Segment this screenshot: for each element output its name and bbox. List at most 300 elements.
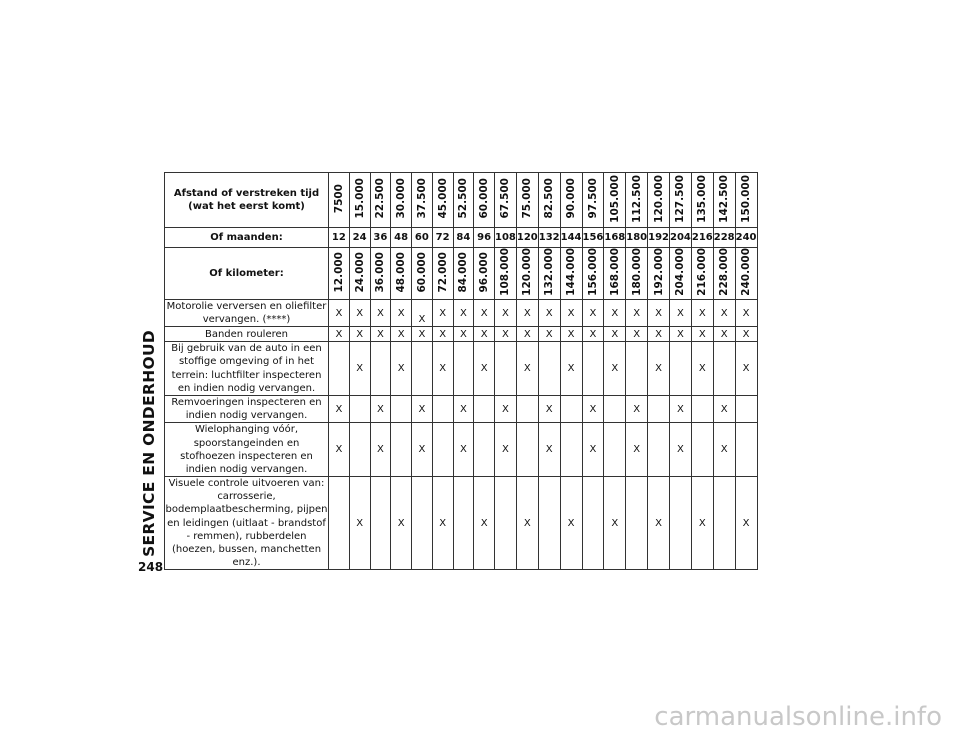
kilometer-value: 132.000 <box>543 248 556 296</box>
distance-cell <box>474 173 495 228</box>
kilometer-value: 192.000 <box>652 248 665 296</box>
month-value: 12 <box>329 228 350 248</box>
distance-value: 90.000 <box>565 178 578 219</box>
distance-cell <box>560 173 582 228</box>
service-mark <box>432 327 453 342</box>
service-mark <box>474 327 495 342</box>
service-mark <box>538 423 560 477</box>
service-mark-value: X <box>523 363 531 375</box>
service-mark <box>349 477 370 570</box>
section-title-text: SERVICE EN ONDERHOUD <box>140 330 158 557</box>
service-mark <box>648 423 670 477</box>
task-row <box>165 342 758 396</box>
service-mark-value: X <box>677 444 684 456</box>
kilometer-cell <box>432 248 453 300</box>
service-mark <box>453 327 474 342</box>
service-mark <box>412 342 433 396</box>
service-mark <box>560 299 582 326</box>
service-mark <box>516 342 538 396</box>
service-mark-value: X <box>720 444 728 456</box>
service-mark-value: X <box>611 307 619 319</box>
service-mark <box>648 395 670 422</box>
service-mark <box>329 327 350 342</box>
service-mark <box>713 395 735 422</box>
kilometer-value: 144.000 <box>565 248 578 296</box>
service-mark-value: X <box>397 517 405 529</box>
kilometers-row <box>165 248 758 300</box>
kilometer-cell <box>453 248 474 300</box>
kilometer-value: 168.000 <box>608 248 621 296</box>
service-mark-value: X <box>677 328 684 340</box>
service-mark <box>626 395 648 422</box>
kilometer-value: 216.000 <box>696 248 709 296</box>
kilometer-cell <box>713 248 735 300</box>
service-mark-value: X <box>335 307 343 319</box>
service-mark <box>626 327 648 342</box>
service-mark <box>604 342 626 396</box>
month-value: 216 <box>691 228 713 248</box>
distance-cell <box>735 173 757 228</box>
task-row <box>165 423 758 477</box>
distance-cell <box>391 173 412 228</box>
service-mark <box>391 342 412 396</box>
service-mark-value: X <box>523 307 531 319</box>
distance-cell <box>453 173 474 228</box>
distance-cell <box>626 173 648 228</box>
task-label: Motorolie verversen en oliefilter vervangen. (****) <box>165 299 329 326</box>
service-mark <box>713 423 735 477</box>
watermark: carmanualsonline.info <box>654 702 942 732</box>
service-mark-value: X <box>439 328 447 340</box>
month-value: 240 <box>735 228 757 248</box>
service-mark <box>648 299 670 326</box>
service-mark <box>670 395 692 422</box>
service-mark <box>604 299 626 326</box>
service-mark <box>370 477 391 570</box>
kilometer-cell <box>516 248 538 300</box>
service-mark <box>370 299 391 326</box>
service-mark <box>349 342 370 396</box>
service-mark <box>582 342 604 396</box>
distance-cell <box>604 173 626 228</box>
service-mark-value: X <box>567 307 575 319</box>
kilometer-cell <box>391 248 412 300</box>
month-value: 108 <box>495 228 517 248</box>
kilometer-value: 120.000 <box>521 248 534 296</box>
kilometer-value: 84.000 <box>457 251 470 293</box>
service-mark <box>391 299 412 326</box>
service-mark-value: X <box>698 307 706 319</box>
service-mark <box>560 327 582 342</box>
month-value: 228 <box>713 228 735 248</box>
service-mark <box>516 299 538 326</box>
service-mark <box>412 327 433 342</box>
service-mark-value: X <box>720 403 728 415</box>
kilometer-value: 48.000 <box>395 251 408 293</box>
service-mark <box>604 327 626 342</box>
service-mark-value: X <box>335 328 343 340</box>
service-mark <box>412 299 433 326</box>
distance-value: 135.000 <box>696 174 709 223</box>
distance-cell <box>648 173 670 228</box>
task-row <box>165 477 758 570</box>
distance-value: 105.000 <box>608 174 621 223</box>
service-mark <box>670 342 692 396</box>
service-mark-value: X <box>545 444 553 456</box>
month-value: 84 <box>453 228 474 248</box>
service-mark <box>453 395 474 422</box>
service-mark <box>691 327 713 342</box>
service-mark <box>713 342 735 396</box>
service-mark <box>474 342 495 396</box>
kilometer-cell <box>349 248 370 300</box>
service-mark-value: X <box>655 307 662 319</box>
service-mark <box>516 327 538 342</box>
service-mark <box>735 423 757 477</box>
service-mark-value: X <box>655 363 662 375</box>
service-mark <box>370 423 391 477</box>
kilometer-value: 60.000 <box>415 251 428 293</box>
distance-cell <box>329 173 350 228</box>
service-mark-value: X <box>545 328 553 340</box>
distance-cell <box>713 173 735 228</box>
distance-value: 60.000 <box>478 178 491 219</box>
service-mark-value: X <box>567 517 575 529</box>
kilometer-value: 180.000 <box>630 248 643 296</box>
distance-cell <box>370 173 391 228</box>
service-mark-value: X <box>589 403 597 415</box>
service-mark <box>582 477 604 570</box>
task-label: Bij gebruik van de auto in een stoffige omgeving of in het terrein: luchtfilter inspecteren en indien nodig vervangen. <box>165 342 329 396</box>
kilometer-cell <box>735 248 757 300</box>
kilometer-cell <box>582 248 604 300</box>
service-mark <box>370 395 391 422</box>
service-mark <box>713 327 735 342</box>
service-mark <box>412 395 433 422</box>
service-mark-value: X <box>742 307 750 319</box>
service-mark <box>670 327 692 342</box>
kilometer-cell <box>474 248 495 300</box>
service-mark-value: X <box>502 444 509 456</box>
service-mark-value: X <box>589 444 597 456</box>
kilometer-cell <box>626 248 648 300</box>
distance-cell <box>582 173 604 228</box>
service-mark-value: X <box>502 307 509 319</box>
service-mark <box>474 423 495 477</box>
service-mark <box>329 342 350 396</box>
distance-value: 45.000 <box>436 178 449 219</box>
service-mark-value: X <box>698 328 706 340</box>
service-mark-value: X <box>523 328 531 340</box>
service-mark-value: X <box>459 444 467 456</box>
service-mark <box>391 477 412 570</box>
service-mark <box>538 327 560 342</box>
service-mark <box>691 477 713 570</box>
distance-value: 97.500 <box>586 178 599 219</box>
distance-value: 150.000 <box>740 174 753 223</box>
service-mark <box>604 477 626 570</box>
service-mark <box>691 342 713 396</box>
service-mark <box>329 423 350 477</box>
kilometer-cell <box>691 248 713 300</box>
service-mark <box>670 299 692 326</box>
month-value: 120 <box>516 228 538 248</box>
service-mark <box>495 395 517 422</box>
service-mark-value: X <box>397 328 405 340</box>
service-mark-value: X <box>720 307 728 319</box>
service-mark-value: X <box>633 307 641 319</box>
service-mark-value: X <box>418 328 426 340</box>
service-mark <box>626 423 648 477</box>
distance-cell <box>670 173 692 228</box>
service-mark <box>538 299 560 326</box>
kilometer-value: 36.000 <box>374 251 387 293</box>
service-mark <box>735 395 757 422</box>
task-label: Visuele controle uitvoeren van: carrosserie, bodemplaatbescherming, pijpen en leidingen (uitlaat - brandstof - remmen), rubberdelen (hoezen, bussen, manchetten enz.). <box>165 478 328 569</box>
distance-cell <box>691 173 713 228</box>
service-mark-value: X <box>611 517 619 529</box>
month-value: 24 <box>349 228 370 248</box>
distance-value: 120.000 <box>652 174 665 223</box>
distance-value: 127.500 <box>674 174 687 223</box>
task-label: Wielophanging vóór, spoorstangeinden en stofhoezen inspecteren en indien nodig vervangen. <box>165 423 329 477</box>
service-mark-value: X <box>589 328 597 340</box>
kilometer-value: 24.000 <box>353 251 366 293</box>
service-mark-value: X <box>720 328 728 340</box>
service-mark-value: X <box>611 328 619 340</box>
month-value: 72 <box>432 228 453 248</box>
distance-value: 22.500 <box>374 178 387 219</box>
service-mark <box>453 342 474 396</box>
service-mark-value: X <box>633 444 641 456</box>
service-mark-value: X <box>480 328 488 340</box>
service-mark <box>604 423 626 477</box>
service-mark <box>432 423 453 477</box>
month-value: 132 <box>538 228 560 248</box>
service-mark <box>432 477 453 570</box>
service-mark <box>349 395 370 422</box>
service-mark <box>391 327 412 342</box>
kilometer-value: 204.000 <box>674 248 687 296</box>
kilometer-value: 156.000 <box>586 248 599 296</box>
service-mark <box>626 342 648 396</box>
service-mark-value: X <box>480 517 488 529</box>
distance-value: 7500 <box>332 183 345 214</box>
distance-value: 75.000 <box>521 178 534 219</box>
service-mark-value: X <box>397 363 405 375</box>
service-mark <box>432 342 453 396</box>
month-value: 156 <box>582 228 604 248</box>
service-mark-value: X <box>655 328 662 340</box>
service-mark <box>495 327 517 342</box>
service-mark <box>582 423 604 477</box>
month-value: 36 <box>370 228 391 248</box>
service-mark <box>516 395 538 422</box>
service-mark <box>329 395 350 422</box>
service-mark-value: X <box>633 403 641 415</box>
service-mark-value: X <box>356 328 364 340</box>
service-mark <box>474 299 495 326</box>
distance-cell <box>495 173 517 228</box>
service-mark-value: X <box>589 307 597 319</box>
month-value: 192 <box>648 228 670 248</box>
service-mark <box>560 423 582 477</box>
service-mark-value: X <box>376 444 384 456</box>
distance-value: 112.500 <box>630 174 643 223</box>
service-mark-value: X <box>480 363 488 375</box>
service-mark-value: X <box>698 517 706 529</box>
distance-cell <box>538 173 560 228</box>
service-mark-value: X <box>439 517 447 529</box>
service-mark-value: X <box>502 328 509 340</box>
service-mark <box>329 477 350 570</box>
task-row <box>165 299 758 326</box>
service-mark <box>474 477 495 570</box>
service-mark <box>370 327 391 342</box>
service-mark <box>453 299 474 326</box>
service-mark-value: X <box>655 517 662 529</box>
service-mark <box>495 342 517 396</box>
kilometer-cell <box>604 248 626 300</box>
service-mark <box>604 395 626 422</box>
service-mark <box>349 327 370 342</box>
service-mark-value: X <box>459 403 467 415</box>
service-mark-value: X <box>439 307 447 319</box>
kilometer-value: 12.000 <box>332 251 345 293</box>
kilometer-cell <box>538 248 560 300</box>
service-mark <box>735 327 757 342</box>
service-mark <box>349 299 370 326</box>
distance-cell <box>412 173 433 228</box>
service-mark-value: X <box>459 307 467 319</box>
service-mark-value: X <box>376 328 384 340</box>
service-mark <box>735 342 757 396</box>
service-mark <box>626 477 648 570</box>
service-mark <box>474 395 495 422</box>
month-value: 60 <box>412 228 433 248</box>
month-value: 180 <box>626 228 648 248</box>
service-mark <box>453 477 474 570</box>
service-mark-value: X <box>397 307 405 319</box>
month-value: 48 <box>391 228 412 248</box>
service-mark <box>713 299 735 326</box>
service-mark <box>538 477 560 570</box>
service-mark <box>495 299 517 326</box>
service-mark <box>370 342 391 396</box>
kilometer-cell <box>670 248 692 300</box>
service-mark <box>691 395 713 422</box>
service-mark <box>691 423 713 477</box>
service-mark <box>560 342 582 396</box>
service-mark <box>391 423 412 477</box>
service-mark-value: X <box>418 444 426 456</box>
service-mark <box>560 477 582 570</box>
page-number: 248 <box>138 560 164 574</box>
service-mark-value: X <box>677 307 684 319</box>
service-mark-value: X <box>356 363 364 375</box>
kilometer-value: 108.000 <box>499 248 512 296</box>
service-mark-value: X <box>698 363 706 375</box>
service-mark <box>691 299 713 326</box>
service-mark <box>495 423 517 477</box>
distance-value: 15.000 <box>353 178 366 219</box>
kilometer-cell <box>495 248 517 300</box>
service-mark-value: X <box>376 307 384 319</box>
service-mark-value: X <box>545 307 553 319</box>
distance-value: 142.500 <box>718 174 731 223</box>
service-mark <box>582 327 604 342</box>
service-mark-value: X <box>376 403 384 415</box>
kilometer-cell <box>329 248 350 300</box>
distance-cell <box>516 173 538 228</box>
service-mark-value: X <box>742 363 750 375</box>
kilometer-value: 228.000 <box>718 248 731 296</box>
service-mark <box>582 395 604 422</box>
month-value: 96 <box>474 228 495 248</box>
distance-value: 37.500 <box>415 178 428 219</box>
distance-header-label: Afstand of verstreken tijd (wat het eerst komt) <box>165 173 329 228</box>
service-mark <box>626 299 648 326</box>
month-value: 168 <box>604 228 626 248</box>
service-mark-value: X <box>611 363 619 375</box>
service-mark <box>713 477 735 570</box>
service-mark-value: X <box>356 517 364 529</box>
service-mark <box>516 477 538 570</box>
kilometer-cell <box>412 248 433 300</box>
distance-value: 52.500 <box>457 178 470 219</box>
service-mark-value: X <box>439 363 447 375</box>
service-mark-value: X <box>567 328 575 340</box>
task-row <box>165 327 758 342</box>
kilometer-value: 72.000 <box>436 251 449 293</box>
service-mark <box>538 342 560 396</box>
month-value: 204 <box>670 228 692 248</box>
months-label: Of maanden: <box>165 228 329 248</box>
maintenance-schedule-table <box>164 172 758 570</box>
month-value: 144 <box>560 228 582 248</box>
service-mark-value: X <box>335 403 343 415</box>
service-mark-value: X <box>480 307 488 319</box>
service-mark <box>538 395 560 422</box>
distance-value: 30.000 <box>395 178 408 219</box>
service-mark-value: X <box>523 517 531 529</box>
service-mark <box>648 477 670 570</box>
service-mark-value: X <box>418 403 426 415</box>
distance-value: 67.500 <box>499 178 512 219</box>
service-mark-value: X <box>742 328 750 340</box>
task-label: Banden rouleren <box>165 327 329 342</box>
service-mark <box>329 299 350 326</box>
kilometer-value: 240.000 <box>740 248 753 296</box>
distance-value: 82.500 <box>543 178 556 219</box>
service-mark <box>432 395 453 422</box>
task-label: Remvoeringen inspecteren en indien nodig vervangen. <box>165 395 329 422</box>
service-mark <box>582 299 604 326</box>
service-mark-value: X <box>633 328 641 340</box>
kilometer-value: 96.000 <box>478 251 491 293</box>
service-mark <box>432 299 453 326</box>
kilometer-cell <box>648 248 670 300</box>
service-mark <box>648 342 670 396</box>
service-mark-value: X <box>335 444 343 456</box>
service-mark <box>495 477 517 570</box>
distance-cell <box>349 173 370 228</box>
service-mark <box>349 423 370 477</box>
distance-cell <box>432 173 453 228</box>
service-mark-value: X <box>742 517 750 529</box>
service-mark-value: X <box>545 403 553 415</box>
service-mark <box>648 327 670 342</box>
